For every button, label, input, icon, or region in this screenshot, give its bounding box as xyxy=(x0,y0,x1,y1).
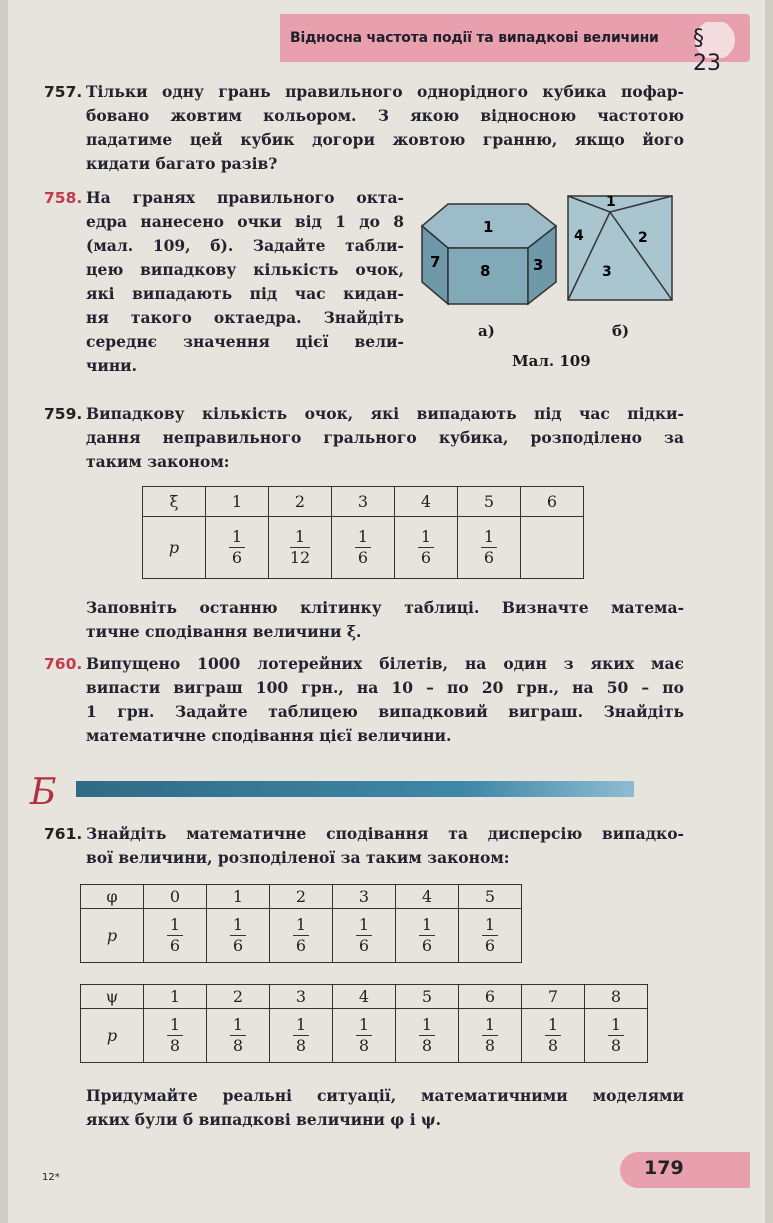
section-letter: Б xyxy=(30,772,57,813)
numerator: 1 xyxy=(419,915,435,936)
table-row xyxy=(81,885,522,909)
distribution-table-phi xyxy=(80,884,522,963)
figure-109 xyxy=(418,192,678,312)
table-cell: 8 xyxy=(585,985,648,1009)
problem-757 xyxy=(44,80,684,176)
table-cell: 1 xyxy=(144,985,207,1009)
table-row xyxy=(81,985,648,1009)
fraction xyxy=(419,1015,435,1056)
problem-line: падатиме цей кубик догори жовтою гранню, якщо його xyxy=(86,130,684,149)
problem-line: яких були б випадкові величини φ і ψ. xyxy=(86,1110,441,1129)
table-cell: 0 xyxy=(144,885,207,909)
numerator: 1 xyxy=(293,915,309,936)
numerator: 1 xyxy=(481,527,497,548)
problem-line: кидати багато разів? xyxy=(86,154,278,173)
numerator: 1 xyxy=(482,915,498,936)
signature-mark: 12* xyxy=(42,1172,60,1183)
denominator: 8 xyxy=(358,1036,370,1055)
problem-number: 761. xyxy=(44,825,83,843)
table-cell xyxy=(206,517,269,579)
problem-line: випасти виграш 100 грн., на 10 – по 20 грн., на 50 – по xyxy=(86,678,684,697)
table-cell: 6 xyxy=(521,487,584,517)
problem-line: математичне сподівання цієї величини. xyxy=(86,726,452,745)
table-cell xyxy=(144,909,207,963)
prism-face-label: 3 xyxy=(533,256,544,274)
fraction xyxy=(230,1015,246,1056)
octahedron-net xyxy=(568,194,672,300)
problem-761-continued xyxy=(86,1084,684,1132)
prism-face-label: 8 xyxy=(480,262,491,280)
denominator: 6 xyxy=(169,936,181,955)
problem-line: Заповніть останню клітинку таблиці. Визначте матема- xyxy=(86,598,684,617)
denominator: 8 xyxy=(610,1036,622,1055)
denominator: 8 xyxy=(484,1036,496,1055)
problem-line: дання неправильного грального кубика, розподілено за xyxy=(86,428,684,447)
table-row xyxy=(143,487,584,517)
problem-number: 757. xyxy=(44,83,83,101)
table-cell: 2 xyxy=(207,985,270,1009)
table-cell xyxy=(459,1009,522,1063)
problem-line: Випадкову кількість очок, які випадають під час підки- xyxy=(86,404,684,423)
problem-line: вої величини, розподіленої за таким законом: xyxy=(86,848,510,867)
table-cell: 4 xyxy=(333,985,396,1009)
denominator: 12 xyxy=(289,548,311,567)
problem-759 xyxy=(44,402,684,474)
numerator: 1 xyxy=(418,527,434,548)
denominator: 8 xyxy=(547,1036,559,1055)
problem-line: тичне сподівання величини ξ. xyxy=(86,622,362,641)
problem-number: 759. xyxy=(44,405,83,423)
table-cell xyxy=(144,1009,207,1063)
distribution-table-759 xyxy=(142,486,584,579)
numerator: 1 xyxy=(229,527,245,548)
numerator: 1 xyxy=(230,1015,246,1036)
fraction xyxy=(419,915,435,956)
denominator: 6 xyxy=(231,548,243,567)
problem-line: Тільки одну грань правильного однорідного кубика пофар- xyxy=(86,82,684,101)
table-cell: 5 xyxy=(459,885,522,909)
table-cell: 1 xyxy=(206,487,269,517)
denominator: 6 xyxy=(357,548,369,567)
problem-line: ня такого октаедра. Знайдіть xyxy=(86,308,404,327)
table-cell-p: p xyxy=(81,909,144,963)
table-cell: 4 xyxy=(395,487,458,517)
net-face-label: 1 xyxy=(606,194,616,210)
fraction xyxy=(293,915,309,956)
denominator: 8 xyxy=(232,1036,244,1055)
figure-label-a: а) xyxy=(478,322,495,340)
denominator: 8 xyxy=(169,1036,181,1055)
numerator: 1 xyxy=(290,527,310,548)
denominator: 6 xyxy=(484,936,496,955)
net-face-label: 2 xyxy=(638,230,648,246)
prism-face-label: 7 xyxy=(430,253,441,271)
table-cell xyxy=(270,1009,333,1063)
denominator: 8 xyxy=(421,1036,433,1055)
numerator: 1 xyxy=(167,1015,183,1036)
table-cell xyxy=(396,909,459,963)
problem-759-continued xyxy=(86,596,684,644)
table-cell xyxy=(270,909,333,963)
numerator: 1 xyxy=(356,1015,372,1036)
figure-label-b: б) xyxy=(612,322,630,340)
table-cell xyxy=(458,517,521,579)
table-cell: 6 xyxy=(459,985,522,1009)
problem-line: Придумайте реальні ситуації, математичними моделями xyxy=(86,1086,684,1105)
problem-line: Випущено 1000 лотерейних білетів, на один з яких має xyxy=(86,654,684,673)
table-cell xyxy=(333,1009,396,1063)
numerator: 1 xyxy=(167,915,183,936)
page-number: 179 xyxy=(644,1157,684,1179)
denominator: 6 xyxy=(358,936,370,955)
table-cell: 5 xyxy=(396,985,459,1009)
fraction xyxy=(167,915,183,956)
header-title: Відносна частота події та випадкові величини xyxy=(290,30,659,46)
denominator: 6 xyxy=(483,548,495,567)
table-cell: 4 xyxy=(396,885,459,909)
fraction xyxy=(356,915,372,956)
problem-number: 760. xyxy=(44,655,83,673)
fraction xyxy=(229,527,245,568)
table-cell: 3 xyxy=(270,985,333,1009)
figure-caption: Мал. 109 xyxy=(512,352,591,370)
numerator: 1 xyxy=(355,527,371,548)
problem-line: (мал. 109, б). Задайте табли- xyxy=(86,236,404,255)
distribution-table-psi xyxy=(80,984,648,1063)
denominator: 6 xyxy=(295,936,307,955)
numerator: 1 xyxy=(356,915,372,936)
numerator: 1 xyxy=(545,1015,561,1036)
fraction xyxy=(481,527,497,568)
numerator: 1 xyxy=(482,1015,498,1036)
fraction xyxy=(418,527,434,568)
problem-758 xyxy=(44,186,404,378)
fraction xyxy=(356,1015,372,1056)
table-cell xyxy=(459,909,522,963)
table-cell-var: ξ xyxy=(143,487,206,517)
net-face-label: 3 xyxy=(602,264,612,280)
table-row xyxy=(143,517,584,579)
numerator: 1 xyxy=(293,1015,309,1036)
problem-line: бовано жовтим кольором. З якою відносною частотою xyxy=(86,106,684,125)
problem-line: На гранях правильного окта- xyxy=(86,188,404,207)
table-cell: 2 xyxy=(269,487,332,517)
table-cell xyxy=(207,1009,270,1063)
fraction xyxy=(230,915,246,956)
table-cell xyxy=(396,1009,459,1063)
table-row xyxy=(81,909,522,963)
numerator: 1 xyxy=(608,1015,624,1036)
fraction xyxy=(355,527,371,568)
section-number: § 23 xyxy=(693,26,721,76)
fraction xyxy=(293,1015,309,1056)
table-cell: 7 xyxy=(522,985,585,1009)
denominator: 6 xyxy=(420,548,432,567)
table-row xyxy=(81,1009,648,1063)
table-cell: 5 xyxy=(458,487,521,517)
problem-number: 758. xyxy=(44,189,83,207)
table-cell-p: p xyxy=(143,517,206,579)
table-cell-p: p xyxy=(81,1009,144,1063)
problem-line: Знайдіть математичне сподівання та дисперсію випадко- xyxy=(86,824,684,843)
section-bar xyxy=(76,781,634,797)
net-face-label: 4 xyxy=(574,228,584,244)
problem-line: таким законом: xyxy=(86,452,230,471)
table-cell xyxy=(522,1009,585,1063)
fraction xyxy=(482,1015,498,1056)
problem-line: які випадають під час кидан- xyxy=(86,284,404,303)
prism-figure xyxy=(422,204,556,304)
fraction xyxy=(482,915,498,956)
fraction xyxy=(608,1015,624,1056)
problem-761 xyxy=(44,822,684,870)
table-cell: 2 xyxy=(270,885,333,909)
numerator: 1 xyxy=(230,915,246,936)
problem-line: едра нанесено очки від 1 до 8 xyxy=(86,212,404,231)
table-cell xyxy=(585,1009,648,1063)
prism-face-label: 1 xyxy=(483,218,494,236)
denominator: 6 xyxy=(421,936,433,955)
table-cell xyxy=(395,517,458,579)
table-cell-empty xyxy=(521,517,584,579)
problem-line: 1 грн. Задайте таблицею випадковий виграш. Знайдіть xyxy=(86,702,684,721)
fraction xyxy=(290,527,310,568)
numerator: 1 xyxy=(419,1015,435,1036)
section-marker xyxy=(692,22,738,76)
denominator: 6 xyxy=(232,936,244,955)
table-cell-var: ψ xyxy=(81,985,144,1009)
footer-band xyxy=(620,1152,750,1188)
problem-line: середнє значення цієї вели- xyxy=(86,332,404,351)
fraction xyxy=(545,1015,561,1056)
table-cell xyxy=(269,517,332,579)
table-cell xyxy=(333,909,396,963)
denominator: 8 xyxy=(295,1036,307,1055)
table-cell xyxy=(332,517,395,579)
problem-line: цею випадкову кількість очок, xyxy=(86,260,404,279)
table-cell-var: φ xyxy=(81,885,144,909)
fraction xyxy=(167,1015,183,1056)
table-cell: 3 xyxy=(333,885,396,909)
problem-line: чини. xyxy=(86,356,138,375)
problem-760 xyxy=(44,652,684,748)
table-cell: 1 xyxy=(207,885,270,909)
table-cell: 3 xyxy=(332,487,395,517)
table-cell xyxy=(207,909,270,963)
